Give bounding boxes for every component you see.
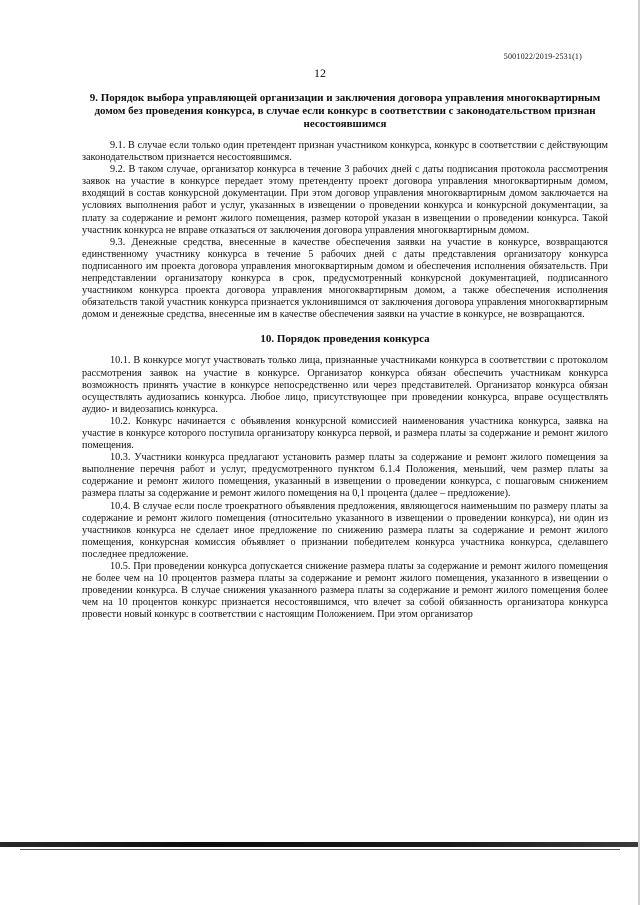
document-body	[82, 92, 608, 621]
paragraph-9-1: 9.1. В случае если только один претендент признан участником конкурса, конкурс в соответствии с действующим законодательством признается несостоявшимся.	[82, 140, 608, 164]
paragraph-10-1: 10.1. В конкурсе могут участвовать только лица, признанные участниками конкурса в соответствии с протоколом рассмотрения заявок на участие в конкурсе. Организатор конкурса обязан обеспечить участникам конкурса возможность принять участие в конкурсе непосредственно или через представителей. Организатор конкурса обязан осуществлять аудиозапись конкурса. Любое лицо, присутствующее при проведении конкурса, вправе осуществлять аудио- и видеозапись конкурса.	[82, 355, 608, 415]
paragraph-9-2: 9.2. В таком случае, организатор конкурса в течение 3 рабочих дней с даты подписания протокола рассмотрения заявок на участие в конкурсе передает этому претенденту проект договора управления многоквартирным домом, входящий в состав конкурсной документации. При этом договор управления многоквартирным домом заключается на условиях выполнения работ и услуг, указанных в извещении о проведении конкурса и конкурсной документации, за плату за содержание и ремонт жилого помещения, размер которой указан в извещении о проведении конкурса. Такой участник конкурса не вправе отказаться от заключения договора управления многоквартирным домом.	[82, 164, 608, 236]
paragraph-9-3: 9.3. Денежные средства, внесенные в качестве обеспечения заявки на участие в конкурсе, возвращаются единственному участнику конкурса в течение 5 рабочих дней с даты представления организатору конкурса подписанного им проекта договора управления многоквартирным домом и обеспечения исполнения обязательств. При непредставлении организатору конкурса в срок, предусмотренный конкурсной документацией, подписанного участником конкурса проекта договора управления многоквартирным домом, а также обеспечения исполнения обязательств такой участник конкурса признается уклонившимся от заключения договора управления многоквартирным домом и денежные средства, внесенные им в качестве обеспечения заявки на участие в конкурсе, не возвращаются.	[82, 236, 608, 321]
scan-border-line	[20, 849, 620, 850]
paragraph-10-2: 10.2. Конкурс начинается с объявления конкурсной комиссией наименования участника конкурса, заявка на участие в конкурсе которого поступила организатору конкурса первой, и размера платы за содержание и ремонт жилого помещения.	[82, 415, 608, 452]
document-code: 5001022/2019-2531(1)	[503, 52, 582, 61]
page-number: 12	[314, 66, 326, 80]
paragraph-10-4: 10.4. В случае если после троекратного объявления предложения, являющегося наименьшим по размеру платы за содержание и ремонт жилого помещения (относительно указанного в извещении о проведении конкурса), ни один из участников конкурса не сделает иное предложение по снижению размера платы за содержание и ремонт жилого помещения, конкурсная комиссия объявляет о признании победителем конкурса участника конкурса, сделавшего последнее предложение.	[82, 500, 608, 560]
section-9-title: 9. Порядок выбора управляющей организации и заключения договора управления многоквартирным домом без проведения конкурса, в случае если конкурс в соответствии с законодательством признан несостоявшимся	[89, 92, 601, 130]
section-10-title: 10. Порядок проведения конкурса	[260, 333, 430, 346]
paragraph-10-5: 10.5. При проведении конкурса допускается снижение размера платы за содержание и ремонт жилого помещения не более чем на 10 процентов размера платы за содержание и ремонт жилого помещения, указанного в извещении о проведении конкурса. В случае снижения указанного размера платы за содержание и ремонт жилого помещения более чем на 10 процентов конкурс признается несостоявшимся, что влечет за собой обязанность организатора конкурса провести новый конкурс в соответствии с настоящим Положением. При этом организатор	[82, 561, 608, 621]
scan-border-bottom	[0, 842, 640, 847]
paragraph-10-3: 10.3. Участники конкурса предлагают установить размер платы за содержание и ремонт жилого помещения за выполнение перечня работ и услуг, предусмотренного пунктом 6.1.4 Положения, меньший, чем размер платы за содержание и ремонт жилого помещения, указанный в извещении о проведении конкурса, с пошаговым снижением размера платы за содержание и ремонт жилого помещения на 0,1 процента (далее – предложение).	[82, 452, 608, 500]
